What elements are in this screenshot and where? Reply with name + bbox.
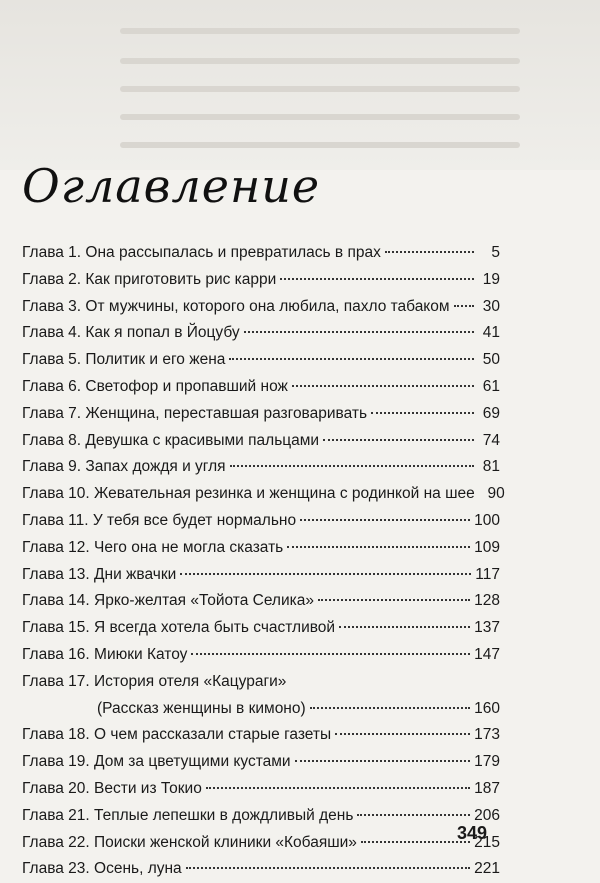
leader-dots: [180, 573, 471, 575]
toc-entry: [22, 615, 500, 642]
leader-dots: [357, 814, 470, 816]
toc-entry-page: 147: [474, 645, 500, 663]
toc-entry-label: Глава 19. Дом за цветущими кустами: [22, 753, 291, 771]
toc-entry: [22, 803, 500, 830]
toc-entry-label: Глава 11. У тебя все будет нормально: [22, 511, 297, 529]
leader-dots: [335, 733, 470, 735]
toc-entry-label: Глава 21. Теплые лепешки в дождливый день: [22, 806, 354, 824]
toc-entry-page: 41: [482, 324, 500, 342]
toc-entry: [22, 749, 500, 776]
toc-entry-label: Глава 1. Она рассыпалась и превратилась в прах: [22, 244, 381, 261]
leader-dots: [186, 867, 470, 869]
toc-entry-page: 90: [487, 485, 505, 503]
toc-entry-page: 61: [482, 377, 500, 395]
toc-entry-page: 81: [482, 458, 500, 476]
toc-entry: [22, 535, 500, 562]
toc-entry-label: Глава 10. Жевательная резинка и женщина с родинкой на шее: [22, 485, 475, 503]
toc-entry-page: 50: [482, 351, 500, 369]
table-of-contents: [22, 240, 505, 883]
toc-title: Оглавление: [22, 159, 321, 213]
leader-dots: [230, 465, 474, 467]
toc-entry: [22, 481, 505, 508]
toc-entry-label: Глава 23. Осень, луна: [22, 860, 182, 878]
toc-entry: [22, 508, 500, 535]
bleed-line: [120, 28, 520, 34]
toc-entry-page: 117: [475, 565, 500, 583]
toc-entry-page: 19: [482, 270, 500, 288]
toc-entry-page: 74: [482, 431, 500, 449]
toc-entry-page: 109: [474, 538, 500, 556]
toc-entry-label: Глава 12. Чего она не могла сказать: [22, 538, 284, 556]
leader-dots: [300, 519, 470, 521]
toc-entry-page: 5: [491, 244, 500, 261]
bleed-line: [120, 114, 520, 120]
toc-entry: [22, 374, 500, 401]
toc-entry-page: 100: [474, 511, 500, 529]
leader-dots: [295, 760, 471, 762]
leader-dots: [229, 358, 474, 360]
toc-entry-label: Глава 4. Как я попал в Йоцубу: [22, 324, 240, 342]
toc-entry-label: Глава 14. Ярко-желтая «Тойота Селика»: [22, 592, 314, 610]
toc-entry-page: 187: [474, 779, 500, 797]
toc-entry: [22, 722, 500, 749]
bleed-line: [120, 86, 520, 92]
toc-entry: [22, 267, 500, 294]
toc-entry: [22, 240, 500, 267]
leader-dots: [371, 412, 474, 414]
leader-dots: [206, 787, 470, 789]
toc-entry-label: Глава 8. Девушка с красивыми пальцами: [22, 431, 320, 449]
toc-entry: [22, 320, 500, 347]
toc-entry: [22, 401, 500, 428]
toc-entry-label: Глава 2. Как приготовить рис карри: [22, 270, 277, 288]
toc-entry: [22, 347, 500, 374]
leader-dots: [280, 278, 474, 280]
toc-entry: [22, 669, 500, 696]
toc-entry: [22, 830, 500, 857]
toc-entry-page: 128: [474, 592, 500, 610]
toc-entry-label: Глава 20. Вести из Токио: [22, 779, 202, 797]
toc-entry: [22, 562, 500, 589]
toc-entry-page: 206: [474, 806, 500, 824]
toc-entry-page: 137: [474, 619, 500, 637]
toc-entry: [22, 454, 500, 481]
bleed-line: [120, 142, 520, 148]
toc-entry: [22, 428, 500, 455]
toc-entry-page: 30: [482, 297, 500, 315]
toc-entry: [22, 294, 500, 321]
toc-entry-label: Глава 9. Запах дождя и угля: [22, 458, 226, 476]
bleed-line: [120, 58, 520, 64]
toc-entry-label: Глава 13. Дни жвачки: [22, 565, 177, 583]
toc-entry-page: 160: [474, 699, 500, 717]
toc-entry-label: Глава 3. От мужчины, которого она любила, пахло табаком: [22, 297, 450, 315]
toc-entry: [22, 642, 500, 669]
toc-entry-continuation: [22, 696, 500, 723]
toc-entry-label: Глава 15. Я всегда хотела быть счастливой: [22, 619, 336, 637]
leader-dots: [454, 305, 474, 307]
leader-dots: [361, 841, 470, 843]
toc-entry-label: (Рассказ женщины в кимоно): [97, 699, 306, 717]
toc-entry-label: Глава 6. Светофор и пропавший нож: [22, 377, 288, 395]
toc-entry-label: Глава 18. О чем рассказали старые газеты: [22, 726, 332, 744]
page-number: 349: [457, 823, 488, 843]
toc-entry-label: Глава 16. Миюки Катоу: [22, 645, 188, 663]
leader-dots: [191, 653, 470, 655]
toc-entry-page: 69: [482, 404, 500, 422]
leader-dots: [292, 385, 474, 387]
toc-entry-page: 215: [474, 833, 500, 851]
leader-dots: [244, 331, 474, 333]
leader-dots: [318, 599, 470, 601]
leader-dots: [339, 626, 470, 628]
leader-dots: [287, 546, 470, 548]
toc-entry-page: 179: [474, 753, 500, 771]
previous-page-bleedthrough: [0, 0, 600, 170]
toc-entry-label: Глава 22. Поиски женской клиники «Кобаяши»: [22, 833, 357, 851]
toc-entry-label: Глава 7. Женщина, переставшая разговаривать: [22, 404, 368, 422]
leader-dots: [323, 439, 474, 441]
toc-entry: [22, 776, 500, 803]
toc-entry-page: 173: [474, 726, 500, 744]
toc-entry: [22, 588, 500, 615]
leader-dots: [385, 251, 474, 253]
toc-entry-label: Глава 5. Политик и его жена: [22, 351, 226, 369]
toc-entry-page: 221: [474, 860, 500, 878]
toc-entry-label: Глава 17. История отеля «Кацураги»: [22, 672, 287, 690]
leader-dots: [310, 707, 470, 709]
